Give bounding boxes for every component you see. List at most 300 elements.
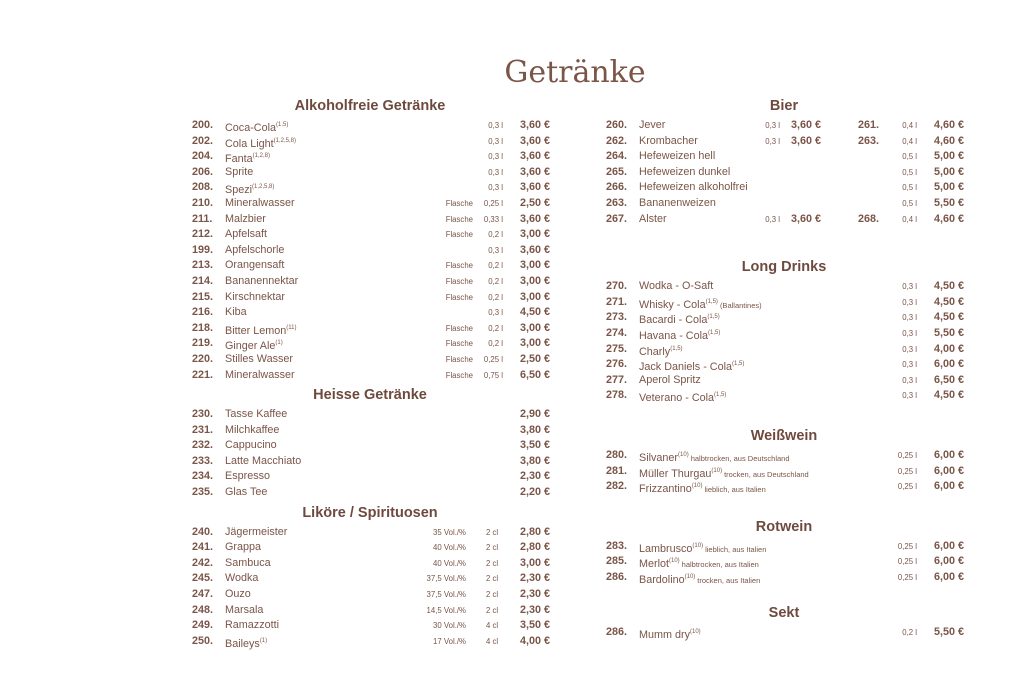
item-label: Spezi [225,184,253,197]
item-price: 4,60 € [933,134,964,147]
item-name [225,438,277,454]
allergen-note: (1,5) [732,361,745,368]
item-name [225,305,247,321]
menu-item [604,479,964,495]
item-name [225,258,284,274]
item-label: Hefeweizen dunkel [639,165,731,178]
item-number: 214. [192,274,214,287]
item-name [225,454,301,470]
menu-item [190,454,550,470]
item-amount: 2 cl [486,574,499,584]
item-amount: 2 cl [486,543,499,553]
menu-item [190,274,550,290]
item-price: 4,50 € [933,389,964,402]
right-column [604,94,964,641]
item-price: 3,80 € [519,454,550,467]
menu-item [190,165,550,181]
section-heading-alkoholfrei: Alkoholfreie Getränke [294,98,446,114]
item-price: 2,50 € [519,196,550,209]
section-heading-weisswein: Weißwein [750,427,818,444]
menu-item [190,368,550,384]
allergen-note: (1,2,5,8) [252,184,275,191]
item-price: 2,20 € [519,486,550,499]
item-description: lieblich, aus Italien [704,485,766,495]
menu-item [190,438,550,454]
list-alkoholfrei [190,118,550,383]
item-price: 2,80 € [519,525,550,538]
item-label: Glas Tee [225,486,268,499]
allergen-note: (1,2,8) [252,153,270,160]
item-alcohol: 37,5 Vol./% [426,590,466,600]
item-name [639,165,730,181]
allergen-note: (10) [690,629,701,636]
list-heiss [190,407,550,501]
menu-item [190,540,550,556]
item-price: 3,50 € [519,619,550,632]
menu-item [190,336,550,352]
item-number: 240. [192,525,214,538]
menu-item [604,539,964,555]
item-price: 3,60 € [519,134,550,147]
menu-item [190,321,550,337]
item-number: 216. [192,306,214,319]
item-price: 4,50 € [933,295,964,308]
item-price: 6,00 € [933,570,964,583]
item-volume: 0,5 l [902,198,917,208]
item-name [225,556,271,572]
item-label: Krombacher [639,134,698,147]
item-number: 233. [192,454,214,467]
item-number: 273. [606,311,628,324]
item-label: Bananennektar [225,274,299,287]
menu-item [604,149,964,165]
section-heading-longdrinks: Long Drinks [741,259,827,276]
menu-item [190,149,550,165]
menu-item [190,603,550,619]
item-volume: 0,2 l [488,323,503,333]
item-number: 250. [192,634,214,647]
item-number: 245. [192,572,214,585]
item-number: 277. [606,373,628,386]
item-label: Bitter Lemon [225,324,287,337]
item-name [639,570,760,589]
item-label: Mineralwasser [225,196,295,209]
item-number: 235. [192,486,214,499]
item-name [639,118,665,134]
menu-item [604,279,964,295]
item-number: 215. [192,290,214,303]
item-volume: 0,4 l [902,214,917,224]
item-price: 2,30 € [519,470,550,483]
item-price: 3,60 € [519,165,550,178]
item-price: 6,00 € [933,358,964,371]
item-price: 6,50 € [933,373,964,386]
allergen-note: (10) [678,451,689,458]
menu-item [604,310,964,326]
menu-item [604,326,964,342]
item-alcohol: 40 Vol./% [433,558,466,568]
menu-item [604,388,964,404]
item-number-large: 261. [858,119,880,131]
menu-item [604,554,964,570]
allergen-note: (10) [684,573,696,580]
item-name [225,634,267,653]
item-price: 5,50 € [933,196,964,209]
item-label: Bardolino [639,573,685,586]
item-volume: 0,2 l [488,292,503,302]
item-name [225,571,258,587]
item-name [225,525,287,541]
item-price: 4,50 € [933,280,964,293]
item-volume: 0,5 l [902,167,917,177]
item-number: 199. [192,243,214,256]
item-volume: 0,5 l [902,183,917,193]
item-label: Latte Macchiato [225,454,302,467]
item-label: Baileys [225,637,260,650]
item-price: 3,00 € [519,290,550,303]
menu-item [190,556,550,572]
item-number-large: 263. [858,134,880,147]
item-package: Flasche [445,276,473,286]
menu-item [604,448,964,464]
item-price: 3,00 € [519,321,550,334]
item-price: 6,00 € [933,555,964,568]
item-name [639,134,698,150]
item-number: 249. [192,619,214,632]
item-description: trocken, aus Deutschland [724,469,809,479]
item-volume: 0,3 l [902,391,917,401]
section-heading-heiss: Heisse Getränke [313,387,427,404]
menu-item [190,352,550,368]
item-label: Wodka [225,572,259,585]
item-price: 4,60 € [933,212,964,225]
item-volume: 0,3 l [902,297,917,307]
item-name [225,587,251,603]
list-sekt [604,625,964,641]
item-number: 247. [192,588,214,601]
item-name [639,373,701,389]
item-volume: 0,25 l [897,557,917,567]
item-number: 212. [192,228,214,241]
item-label: Hefeweizen hell [639,150,716,163]
item-price: 2,30 € [519,572,550,585]
item-label: Ginger Ale [225,340,276,353]
menu-item [190,525,550,541]
item-price: 3,00 € [519,337,550,350]
item-label: Merlot [639,558,669,571]
section-heading-likoere: Liköre / Spirituosen [302,504,438,521]
menu-item [604,570,964,586]
item-amount: 2 cl [486,605,499,615]
item-number: 232. [192,439,214,452]
item-label: Lambrusco [639,542,693,555]
item-amount: 4 cl [486,636,499,646]
item-number: 211. [192,212,213,225]
menu-item [604,134,964,150]
item-number: 260. [606,119,628,131]
menu-item [190,196,550,212]
item-number: 218. [192,321,214,334]
menu-item [190,423,550,439]
item-label: Apfelsaft [225,228,268,241]
allergen-note: (1) [259,637,268,644]
item-name [639,196,716,212]
item-number: 282. [606,480,628,493]
item-number: 241. [192,541,214,554]
item-name [225,469,270,485]
item-number: 206. [192,165,214,178]
item-label: Jack Daniels - Cola [639,361,733,374]
item-price: 4,00 € [519,634,550,647]
menu-item [604,165,964,181]
allergen-note: (10) [669,558,680,565]
item-amount: 4 cl [486,621,499,631]
item-volume: 0,3 l [902,313,917,323]
item-price: 5,50 € [933,626,964,639]
item-volume: 0,3 l [488,167,503,177]
item-price: 2,50 € [519,352,550,365]
menu-item [604,357,964,373]
item-label: Bananenweizen [639,196,716,209]
item-name [639,180,748,196]
item-label: Kirschnektar [225,290,286,303]
menu-item [190,305,550,321]
item-name [225,485,267,501]
item-name [639,212,667,228]
item-price: 3,60 € [519,212,550,225]
item-label: Havana - Cola [639,329,709,342]
item-alcohol: 17 Vol./% [433,636,466,646]
item-label: Mumm dry [639,629,690,642]
item-label: Marsala [225,603,264,616]
menu-item [190,634,550,650]
item-name [225,407,287,423]
item-label: Sambuca [225,556,271,569]
item-description: halbtrocken, aus Italien [681,560,759,570]
item-label: Grappa [225,541,262,554]
item-volume: 0,3 l [488,152,503,162]
list-longdrinks [604,279,964,404]
item-number: 281. [606,464,628,477]
item-label: Jever [639,119,666,131]
menu-item [604,212,964,228]
item-label: Aperol Spritz [639,373,701,386]
menu-item [190,227,550,243]
item-volume: 0,3 l [902,344,917,354]
item-volume: 0,5 l [902,152,917,162]
page-title: Getränke [504,55,646,90]
item-package: Flasche [445,198,473,208]
item-number: 220. [192,352,214,365]
item-number: 270. [606,280,628,293]
allergen-note: (11) [286,324,297,331]
item-volume-small: 0,3 l [765,214,780,224]
item-label: Milchkaffee [225,423,280,436]
item-label: Whisky - Cola [639,298,706,311]
menu-item [190,618,550,634]
allergen-note: (1,5) [705,298,718,305]
item-price-small: 3,60 € [790,212,821,225]
item-price: 3,60 € [519,243,550,256]
item-name [225,368,295,384]
item-price: 3,00 € [519,274,550,287]
item-number: 202. [192,134,214,147]
item-number: 219. [192,337,214,350]
menu-item [190,180,550,196]
item-label: Alster [639,212,667,225]
item-label: Charly [639,345,671,358]
item-price: 2,30 € [519,588,550,601]
item-label: Mineralwasser [225,368,295,381]
allergen-note: (10) [692,542,704,549]
item-number: 213. [192,259,214,272]
item-number: 230. [192,408,214,421]
item-volume: 0,3 l [902,375,917,385]
item-package: Flasche [445,370,473,380]
item-number: 204. [192,150,214,163]
item-price: 4,60 € [933,119,964,131]
item-volume: 0,3 l [902,282,917,292]
item-number: 221. [192,368,214,381]
item-label: Müller Thurgau [639,467,712,480]
item-number: 280. [606,448,628,461]
menu-item [190,485,550,501]
allergen-note: (10) [691,483,703,490]
item-price: 3,60 € [519,150,550,163]
menu-item [604,196,964,212]
allergen-note: (1.5) [276,122,289,128]
menu-item [190,258,550,274]
item-label: Wodka - O-Saft [639,280,714,293]
item-volume: 0,33 l [483,214,503,224]
item-number: 231. [192,423,214,436]
item-number: 278. [606,389,628,402]
item-name [225,423,279,439]
menu-item [190,134,550,150]
menu-item [604,180,964,196]
item-label: Sprite [225,165,254,178]
item-name [225,603,263,619]
menu-item [190,587,550,603]
menu-item [190,243,550,259]
item-number: 275. [606,342,628,355]
item-volume: 0,3 l [488,245,503,255]
item-price: 5,00 € [933,181,964,194]
item-label: Cola Light [225,137,274,150]
item-price: 3,80 € [519,423,550,436]
item-price: 4,50 € [519,306,550,319]
item-alcohol: 30 Vol./% [433,621,466,631]
item-description: lieblich, aus Italien [705,544,767,554]
item-label: Espresso [225,470,271,483]
menu-item [190,571,550,587]
item-name [225,196,295,212]
item-volume: 0,2 l [488,230,503,240]
item-name [225,352,293,368]
item-price: 2,90 € [519,408,550,421]
item-volume: 0,25 l [897,482,917,492]
item-label: Silvaner [639,451,679,464]
item-package: Flasche [445,292,473,302]
menu-item [604,625,964,641]
item-volume: 0,25 l [897,466,917,476]
list-likoere [190,525,550,650]
item-price: 4,00 € [933,342,964,355]
item-price: 5,00 € [933,150,964,163]
item-volume: 0,2 l [488,276,503,286]
section-heading-bier: Bier [769,98,799,114]
item-label: Bacardi - Cola [639,314,708,327]
section-heading-sekt: Sekt [768,605,800,622]
allergen-note: (1,5) [707,314,720,321]
allergen-note: (1) [275,340,283,347]
item-volume: 0,3 l [902,360,917,370]
item-price: 3,60 € [519,181,550,194]
allergen-note: (10) [711,467,723,474]
item-label: Hefeweizen alkoholfrei [639,181,748,194]
menu-item [190,118,550,134]
item-price: 3,60 € [519,119,550,131]
item-volume: 0,75 l [483,370,503,380]
item-number: 263. [606,196,628,209]
item-number: 274. [606,326,628,339]
section-heading-rotwein: Rotwein [755,518,813,535]
item-name [225,290,285,306]
menu-item [604,118,964,134]
item-price: 6,50 € [519,368,550,381]
item-alcohol: 40 Vol./% [433,543,466,553]
item-alcohol: 35 Vol./% [433,527,466,537]
item-package: Flasche [445,354,473,364]
item-number: 210. [192,196,214,209]
item-number: 262. [606,134,628,147]
item-label: Fanta [225,153,253,166]
item-volume: 0,3 l [488,308,503,318]
item-number: 266. [606,181,628,194]
menu-item [190,469,550,485]
item-price: 3,50 € [519,439,550,452]
item-volume: 0,2 l [902,628,917,638]
left-column [190,94,550,649]
item-number: 242. [192,556,214,569]
item-number: 265. [606,165,628,178]
item-number: 200. [192,119,214,131]
item-volume: 0,25 l [483,198,503,208]
item-price: 6,00 € [933,480,964,493]
item-name [639,279,713,295]
item-description: trocken, aus Italien [697,575,761,585]
menu-item [190,407,550,423]
item-volume-small: 0,3 l [765,136,780,146]
item-price-small: 3,60 € [790,119,821,131]
item-volume: 0,25 l [897,450,917,460]
item-volume: 0,2 l [488,339,503,349]
allergen-note: (1,5) [670,345,683,352]
item-number: 208. [192,181,214,194]
item-package: Flasche [445,214,473,224]
item-package: Flasche [445,261,473,271]
item-label: Jägermeister [225,525,288,538]
item-number: 267. [606,212,628,225]
item-label: Apfelschorle [225,243,285,256]
menu-item [604,373,964,389]
item-volume: 0,3 l [488,183,503,193]
item-volume: 0,3 l [488,136,503,146]
item-description: (Ballantines) [719,300,762,310]
item-volume: 0,25 l [897,572,917,582]
item-label: Frizzantino [639,483,692,496]
item-volume: 0,2 l [488,261,503,271]
